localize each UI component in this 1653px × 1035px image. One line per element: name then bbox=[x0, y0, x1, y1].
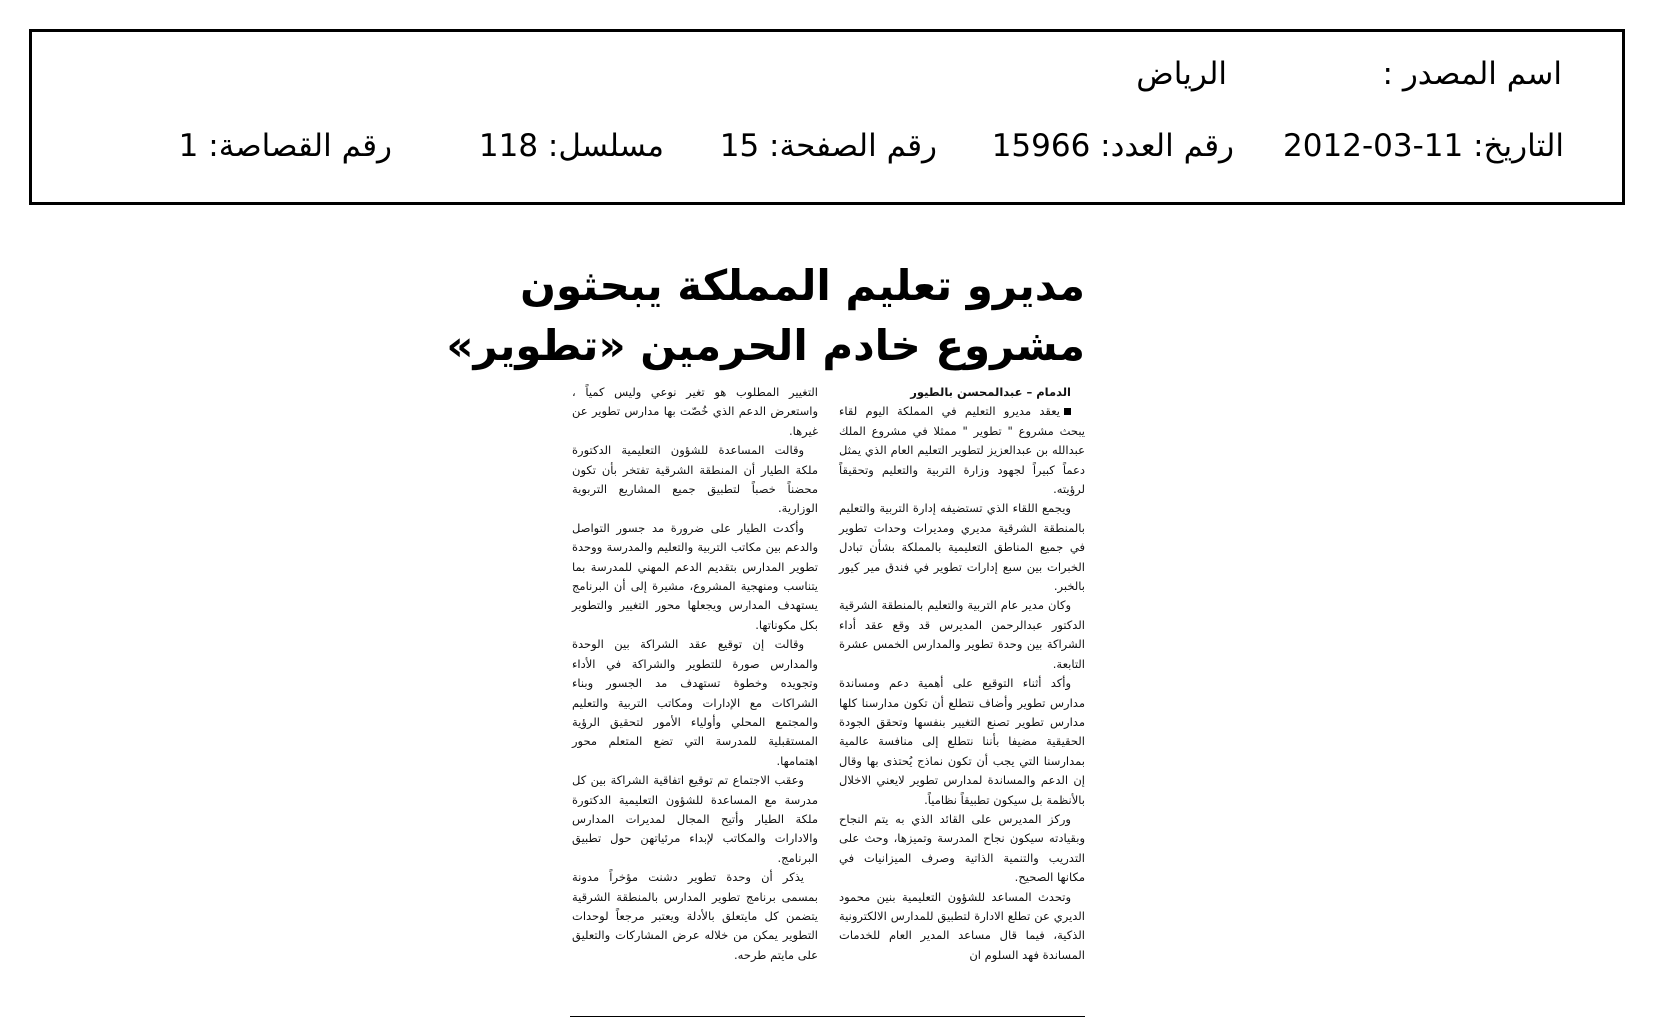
paragraph: وأكدت الطيار على ضرورة مد جسور التواصل والدعم بين مكاتب التربية والتعليم والمدرسة ووحدة تطوير المدارس بتقديم الدعم المهني للمدرسة بما يتناسب ومنهجية المشروع، مشيرة إلى أن البرنامج يستهدف المدارس ويجعلها محور التغيير والتطوير بكل مكوناتها. bbox=[572, 520, 818, 632]
clipping-metadata-box bbox=[29, 29, 1625, 205]
lead-square-icon bbox=[1064, 408, 1071, 415]
source-value: الرياض bbox=[1136, 56, 1227, 92]
paragraph: وكان مدير عام التربية والتعليم بالمنطقة الشرقية الدكتور عبدالرحمن المديرس قد وقع عقد أداء الشراكة بين وحدة تطوير والمدارس الخمس عشرة التابعة. bbox=[839, 598, 1085, 671]
clip-number-field: رقم القصاصة: 1 bbox=[178, 128, 392, 164]
article-byline: الدمام – عبدالمحسن بالطيور bbox=[910, 385, 1071, 399]
paragraph: ويجمع اللقاء الذي تستضيفه إدارة التربية والتعليم بالمنطقة الشرقية مديري ومديرات وحدات تطوير في جميع المناطق التعليمية بالمملكة بشأن تبادل الخبرات بين سبع إدارات تطوير في فندق مير كيور بالخبر. bbox=[839, 501, 1085, 594]
serial-number-field: مسلسل: 118 bbox=[478, 128, 664, 164]
paragraph: التغيير المطلوب هو تغير نوعي وليس كمياً ، واستعرض الدعم الذي خُصّت بها مدارس تطوير عن غيرها. bbox=[572, 385, 818, 438]
paragraph: يذكر أن وحدة تطوير دشنت مؤخراً مدونة بمسمى برنامج تطوير المدارس بالمنطقة الشرقية يتضمن كل مايتعلق بالأدلة ويعتبر مرجعاً لوحدات التطوير يمكن من خلاله عرض المشاركات والتعليق على مايتم طرحه. bbox=[572, 870, 818, 962]
paragraph: وتحدث المساعد للشؤون التعليمية بنين محمود الديري عن تطلع الادارة لتطبيق للمدارس الالكترونية الذكية، فيما قال مساعد المدير العام للخدمات المساندة فهد السلوم ان bbox=[839, 889, 1085, 962]
issue-number-field: رقم العدد: 15966 bbox=[991, 128, 1234, 164]
article-column-left bbox=[572, 383, 818, 965]
paragraph: وركز المديرس على القائد الذي به يتم النجاح وبقيادته سيكون نجاح المدرسة وتميزها، وحث على التدريب والتنمية الذاتية وصرف الميزانيات في مكانها الصحيح. bbox=[839, 811, 1085, 885]
paragraph: وعقب الاجتماع تم توقيع اتفاقية الشراكة بين كل مدرسة مع المساعدة للشؤون التعليمية الدكتورة ملكة الطيار وأتيح المجال لمديرات المدارس والادارات والمكاتب لإبداء مرئياتهن حول تطبيق البرنامج. bbox=[572, 773, 818, 865]
article-column-right bbox=[839, 383, 1085, 965]
paragraph-text: يعقد مديرو التعليم في المملكة اليوم لقاء يبحث مشروع " تطوير " ممثلا في مشروع الملك عبدالله بن عبدالعزيز لتطوير التعليم العام الذي يمثل دعماً كبيراً لجهود وزارة التربية والتعليم وتحقيقاً لرؤيته. bbox=[839, 404, 1085, 497]
source-label: اسم المصدر : bbox=[1382, 56, 1562, 92]
article-bottom-rule bbox=[570, 1016, 1085, 1017]
date-field: التاريخ: 11-03-2012 bbox=[1283, 128, 1564, 164]
news-article bbox=[446, 255, 1085, 1025]
paragraph bbox=[839, 402, 1085, 499]
paragraph: وقالت إن توقيع عقد الشراكة بين الوحدة والمدارس صورة للتطوير والشراكة في الأداء وتجويده وخطوة تستهدف مد الجسور وبناء الشراكات مع الإدارات ومكاتب التربية والتعليم والمجتمع المحلي وأولياء الأمور لتحقيق الرؤية المستقبلية للمدرسة التي تضع المتعلم محور اهتمامها. bbox=[572, 637, 818, 768]
article-headline-line-2: مشروع خادم الحرمين «تطوير» bbox=[446, 321, 1085, 370]
paragraph: وقالت المساعدة للشؤون التعليمية الدكتورة ملكة الطيار أن المنطقة الشرقية تفتخر بأن تكون محضناً خصباً لتطبيق جميع المشاريع التربوية الوزارية. bbox=[572, 443, 818, 516]
paragraph: وأكد أثناء التوقيع على أهمية دعم ومساندة مدارس تطوير وأضاف نتطلع أن تكون مدارسنا كلها مدارس تطوير تصنع التغيير بنفسها وتحقق الجودة الحقيقية مضيفا بأننا نتطلع إلى منافسة عالمية بمدارسنا التي يجب أن تكون نماذج يُحتذى بها وقال إن الدعم والمساندة لمدارس تطوير لايعني الاخلال بالأنظمة بل سيكون تطبيقاً نظامياً. bbox=[839, 676, 1085, 807]
article-headline-line-1: مديرو تعليم المملكة يبحثون bbox=[520, 261, 1085, 310]
page-number-field: رقم الصفحة: 15 bbox=[719, 128, 937, 164]
